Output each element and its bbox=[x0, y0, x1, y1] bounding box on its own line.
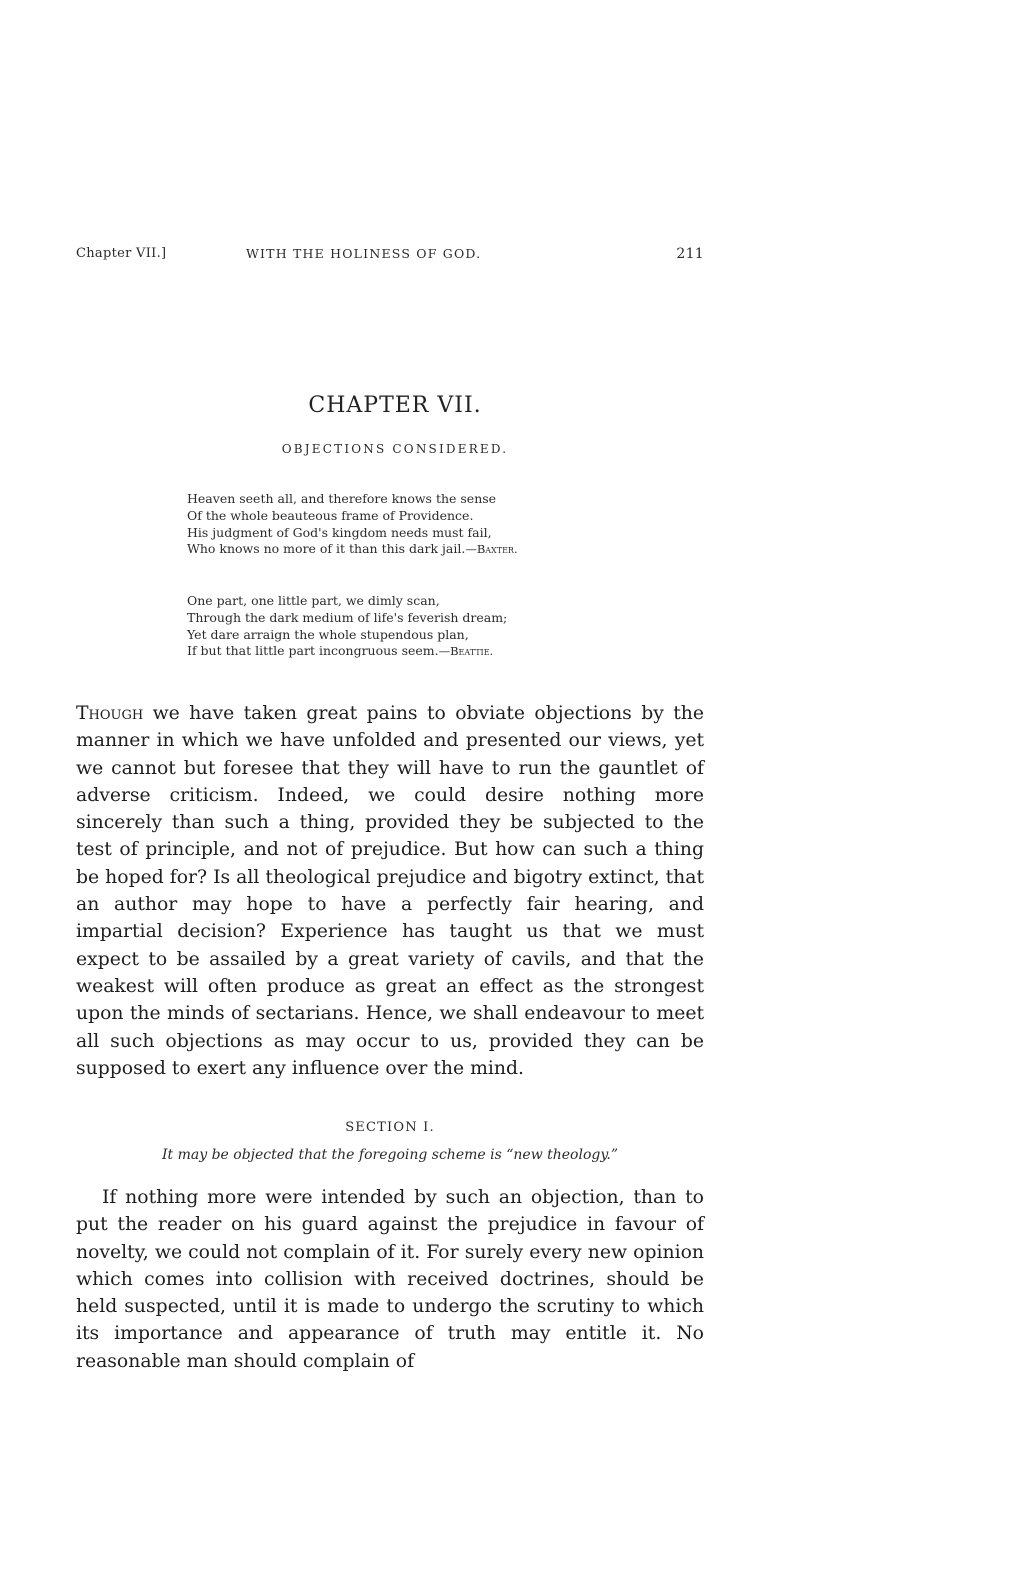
body-paragraph-2: If nothing more were intended by such an objection, than to put the reader on his guard against the prejudice in favour of novelty, we could not complain of it. For surely every new opinion which comes into collision with received doctrines, should be held suspected, until it is made to undergo the scrutiny to which its importance and appearance of truth may entitle it. No reasonable man should complain of bbox=[76, 1187, 704, 1372]
epigraph-line: Through the dark medium of life's feverish dream; bbox=[187, 609, 508, 625]
epigraph-attribution: —Beattie. bbox=[438, 644, 494, 659]
running-head-title: WITH THE HOLINESS OF GOD. bbox=[246, 246, 482, 261]
lead-word: Though bbox=[76, 703, 144, 724]
epigraph-beattie bbox=[187, 593, 667, 660]
epigraph-line-text: Who knows no more of it than this dark jail. bbox=[187, 541, 466, 557]
page-number: 211 bbox=[676, 246, 704, 262]
epigraph-line: Yet dare arraign the whole stupendous plan, bbox=[187, 626, 469, 642]
chapter-title: CHAPTER VII. bbox=[308, 393, 482, 418]
epigraph-attribution: —Baxter. bbox=[465, 542, 518, 557]
epigraph-line: His judgment of God's kingdom needs must fail, bbox=[187, 524, 492, 540]
epigraph-line: One part, one little part, we dimly scan, bbox=[187, 593, 440, 608]
paragraph-text: we have taken great pains to obviate objections by the manner in which we have unfolded and presented our views, yet we cannot but foresee that they will have to run the gauntlet of adverse criticism. Indeed, we could desire nothing more sincerely than such a thing, provided they be subjected to the test of principle, and not of prejudice. But how can such a thing be hoped for? Is all theological prejudice and bigotry extinct, that an author may hope to have a perfectly fair hearing, and impartial decision? Experience has taught us that we must expect to be assailed by a great variety of cavils, and that the weakest will often produce as great an effect as the strongest upon the minds of sectarians. Hence, we shall endeavour to meet all such objections as may occur to us, provided they can be supposed to exert any influence over the mind. bbox=[76, 703, 704, 1079]
section-subheading: It may be objected that the foregoing scheme is “new theology.” bbox=[161, 1147, 619, 1163]
epigraph-line-last bbox=[187, 541, 667, 558]
epigraph-line: Heaven seeth all, and therefore knows the sense bbox=[187, 491, 497, 506]
running-head bbox=[76, 246, 704, 266]
section-heading: SECTION I. bbox=[345, 1120, 435, 1135]
body-paragraph-1 bbox=[76, 700, 704, 1082]
running-head-chapter: Chapter VII.] bbox=[76, 246, 167, 261]
chapter-subtitle: OBJECTIONS CONSIDERED. bbox=[281, 442, 509, 456]
epigraph-line-last bbox=[187, 643, 667, 660]
epigraph-baxter bbox=[187, 491, 667, 558]
epigraph-line-text: If but that little part incongruous seem. bbox=[187, 643, 439, 659]
epigraph-line: Of the whole beauteous frame of Providence. bbox=[187, 507, 474, 523]
